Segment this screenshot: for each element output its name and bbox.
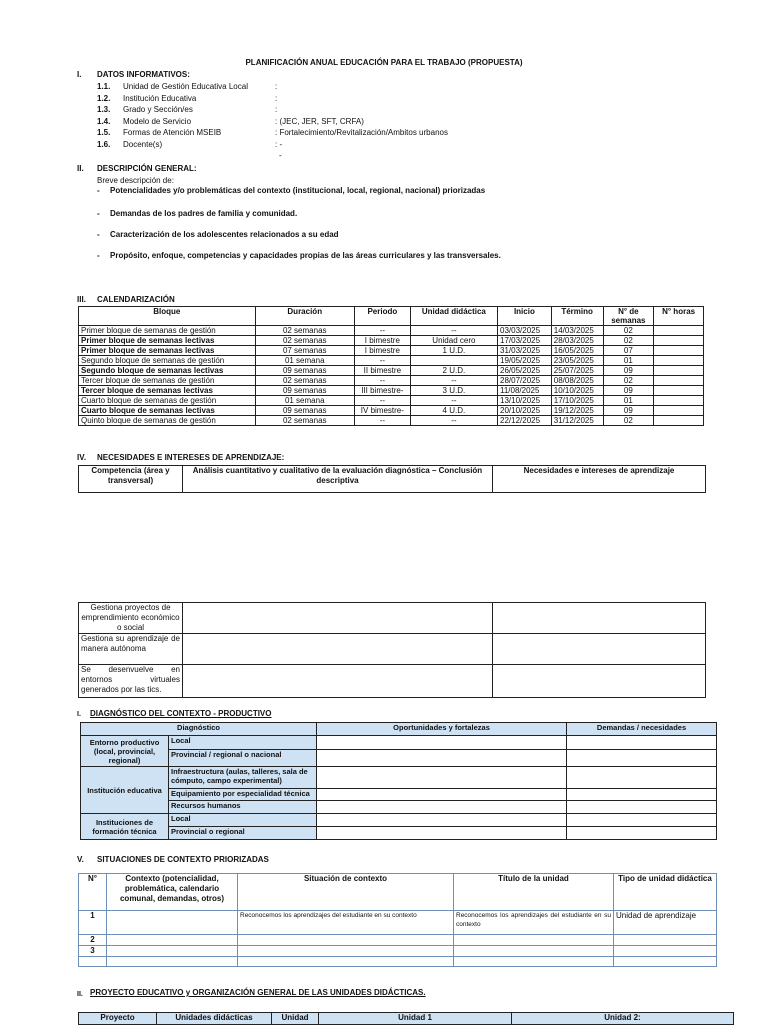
calendar-cell-unidad: -- <box>410 416 497 426</box>
competencia-cell: Gestiona proyectos de emprendimiento económico o social <box>79 603 183 634</box>
calendar-cell-duracion: 09 semanas <box>255 386 354 396</box>
proj-header-proyecto: Proyecto <box>79 1013 157 1025</box>
diagnostico-group-label: Institución educativa <box>81 767 169 814</box>
calendar-cell-inicio: 19/05/2025 <box>498 356 552 366</box>
situaciones-cell-n: 2 <box>79 935 107 946</box>
calendar-cell-unidad: -- <box>410 376 497 386</box>
section3-heading: CALENDARIZACIÓN <box>97 295 175 304</box>
needs-header-competencia: Competencia (área y transversal) <box>79 466 183 493</box>
competencia-cell: Se desenvuelve en entornos virtuales generados por las tics. <box>79 665 183 698</box>
proyecto-table <box>78 1012 734 1025</box>
situaciones-table <box>78 873 717 967</box>
demandas-cell <box>567 750 717 767</box>
calendar-cell-unidad <box>410 356 497 366</box>
calendar-cell-termino: 10/10/2025 <box>551 386 603 396</box>
calendar-cell-termino: 28/03/2025 <box>551 336 603 346</box>
situaciones-row <box>79 935 717 946</box>
diagnostico-row <box>81 750 717 767</box>
situaciones-cell-titulo: Reconocemos los aprendizajes del estudiante en su contexto <box>454 911 614 935</box>
diagnostico-table <box>80 722 717 840</box>
situaciones-cell-titulo <box>454 935 614 946</box>
calendar-row <box>79 326 704 336</box>
calendar-cell-horas <box>654 356 704 366</box>
item-number: 1.6. <box>97 139 111 149</box>
calendar-cell-duracion: 02 semanas <box>255 376 354 386</box>
situaciones-cell-contexto <box>107 911 238 935</box>
calendar-cell-duracion: 02 semanas <box>255 326 354 336</box>
demandas-cell <box>567 767 717 789</box>
demandas-cell <box>567 801 717 814</box>
calendar-cell-termino: 31/12/2025 <box>551 416 603 426</box>
calendar-cell-semanas: 01 <box>603 396 654 406</box>
diag-header-diagnostico: Diagnóstico <box>81 723 317 736</box>
calendar-header-cell: Unidad didáctica <box>410 307 497 326</box>
situaciones-cell-n: 3 <box>79 946 107 957</box>
calendar-row <box>79 396 704 406</box>
item-number: 1.3. <box>97 105 111 114</box>
diag-header-oportunidades: Oportunidades y fortalezas <box>317 723 567 736</box>
calendar-header-cell: Bloque <box>79 307 256 326</box>
calendar-cell-duracion: 09 semanas <box>255 406 354 416</box>
calendar-row <box>79 366 704 376</box>
item-value: : - <box>275 139 283 149</box>
diagnostico-sub-label: Recursos humanos <box>169 801 317 814</box>
necesidades-cell <box>493 603 706 634</box>
calendar-cell-semanas: 02 <box>603 376 654 386</box>
section1-number: I. <box>77 70 82 79</box>
calendar-row <box>79 336 704 346</box>
calendar-cell-duracion: 02 semanas <box>255 416 354 426</box>
oportunidades-cell <box>317 801 567 814</box>
calendar-cell-inicio: 11/08/2025 <box>498 386 552 396</box>
oportunidades-cell <box>317 736 567 750</box>
calendar-row <box>79 376 704 386</box>
calendar-header-cell: Duración <box>255 307 354 326</box>
calendar-cell-semanas: 02 <box>603 416 654 426</box>
item-number: 1.4. <box>97 116 111 126</box>
calendar-cell-semanas: 02 <box>603 336 654 346</box>
necesidades-cell <box>493 665 706 698</box>
diagnostico-row <box>81 767 717 789</box>
diagnostico-row <box>81 789 717 801</box>
diagnostico-sub-label: Provincial o regional <box>169 827 317 840</box>
calendar-cell-horas <box>654 416 704 426</box>
item-label: Grado y Sección/es <box>123 105 193 114</box>
calendar-header-cell: Periodo <box>354 307 410 326</box>
calendar-cell-duracion: 01 semana <box>255 356 354 366</box>
demandas-cell <box>567 827 717 840</box>
calendar-cell-termino: 17/10/2025 <box>551 396 603 406</box>
calendar-header-cell: Inicio <box>498 307 552 326</box>
calendar-cell-duracion: 01 semana <box>255 396 354 406</box>
bullet-text: Potencialidades y/o problemáticas del contexto (institucional, local, regional, nacional) priorizadas <box>110 186 486 195</box>
situaciones-cell-n: 1 <box>79 911 107 935</box>
situaciones-row <box>79 946 717 957</box>
item-number: 1.2. <box>97 93 111 103</box>
calendar-cell-periodo: I bimestre <box>354 336 410 346</box>
situaciones-header-cell: Contexto (potencialidad, problemática, calendario comunal, demandas, otros) <box>107 874 238 911</box>
calendar-cell-duracion: 09 semanas <box>255 366 354 376</box>
calendar-cell-periodo: -- <box>354 396 410 406</box>
calendar-cell-horas <box>654 396 704 406</box>
calendar-cell-horas <box>654 366 704 376</box>
item-label: Docente(s) <box>123 139 163 149</box>
bullet-dash: - <box>97 186 100 195</box>
bullet-dash: - <box>97 230 100 239</box>
calendar-cell-semanas: 01 <box>603 356 654 366</box>
calendar-cell-horas <box>654 386 704 396</box>
calendar-cell-inicio: 13/10/2025 <box>498 396 552 406</box>
item-label: Formas de Atención MSEIB <box>123 128 222 137</box>
item-number: 1.5. <box>97 128 111 137</box>
proj-header-unidad2: Unidad 2: <box>512 1013 734 1025</box>
item-value: : <box>275 93 278 103</box>
competencia-cell: Gestiona su aprendizaje de manera autónoma <box>79 634 183 665</box>
item-label: Institución Educativa <box>123 93 197 103</box>
calendar-cell-inicio: 28/07/2025 <box>498 376 552 386</box>
analisis-cell <box>183 634 493 665</box>
calendar-cell-bloque: Tercer bloque de semanas lectivas <box>79 386 256 396</box>
proj-header-unidad: Unidad <box>272 1013 319 1025</box>
calendar-cell-semanas: 02 <box>603 326 654 336</box>
calendar-cell-periodo: -- <box>354 326 410 336</box>
oportunidades-cell <box>317 750 567 767</box>
diagnostico-sub-label: Equipamiento por especialidad técnica <box>169 789 317 801</box>
necesidades-cell <box>493 634 706 665</box>
oportunidades-cell <box>317 814 567 827</box>
situaciones-cell-n <box>79 957 107 967</box>
situaciones-header-cell: Título de la unidad <box>454 874 614 911</box>
situaciones-row <box>79 911 717 935</box>
item-value: : (JEC, JER, SFT, CRFA) <box>275 116 364 126</box>
calendar-cell-bloque: Segundo bloque de semanas lectivas <box>79 366 256 376</box>
oportunidades-cell <box>317 827 567 840</box>
calendar-header-cell: Término <box>551 307 603 326</box>
bullet-dash: - <box>97 209 100 218</box>
diagnostico-sub-label: Provincial / regional o nacional <box>169 750 317 767</box>
calendar-cell-horas <box>654 336 704 346</box>
calendar-header-row <box>79 307 704 326</box>
bullet-text: Propósito, enfoque, competencias y capacidades propias de las áreas curriculares y las transversales. <box>110 251 501 260</box>
section7-number: II. <box>77 991 83 998</box>
calendar-cell-periodo: I bimestre <box>354 346 410 356</box>
diagnostico-sub-label: Local <box>169 736 317 750</box>
calendar-cell-periodo: -- <box>354 356 410 366</box>
calendar-cell-termino: 14/03/2025 <box>551 326 603 336</box>
section6-heading: SITUACIONES DE CONTEXTO PRIORIZADAS <box>97 855 269 864</box>
section2-number: II. <box>77 164 84 173</box>
section5-number: I. <box>77 711 81 718</box>
calendar-cell-bloque: Primer bloque de semanas lectivas <box>79 346 256 356</box>
calendar-cell-termino: 23/05/2025 <box>551 356 603 366</box>
calendar-row <box>79 386 704 396</box>
calendar-header-cell: N° horas <box>654 307 704 326</box>
calendar-row <box>79 416 704 426</box>
calendar-cell-semanas: 07 <box>603 346 654 356</box>
item-label: Modelo de Servicio <box>123 116 192 126</box>
calendar-cell-bloque: Cuarto bloque de semanas de gestión <box>79 396 256 406</box>
diagnostico-row <box>81 736 717 750</box>
situaciones-cell-contexto <box>107 957 238 967</box>
calendar-cell-horas <box>654 406 704 416</box>
calendar-cell-unidad: 2 U.D. <box>410 366 497 376</box>
calendar-cell-duracion: 07 semanas <box>255 346 354 356</box>
diagnostico-row <box>81 827 717 840</box>
calendar-cell-inicio: 20/10/2025 <box>498 406 552 416</box>
situaciones-cell-titulo <box>454 946 614 957</box>
calendar-cell-periodo: II bimestre <box>354 366 410 376</box>
calendar-cell-semanas: 09 <box>603 406 654 416</box>
calendar-cell-unidad: 1 U.D. <box>410 346 497 356</box>
calendar-cell-unidad: Unidad cero <box>410 336 497 346</box>
document-title: PLANIFICACIÓN ANUAL EDUCACIÓN PARA EL TRABAJO (PROPUESTA) <box>245 58 523 67</box>
needs-header-analisis: Análisis cuantitativo y cualitativo de la evaluación diagnóstica – Conclusión descriptiva <box>183 466 493 493</box>
calendar-cell-duracion: 02 semanas <box>255 336 354 346</box>
needs-header-necesidades: Necesidades e intereses de aprendizaje <box>493 466 706 493</box>
section1-extra-dash: - <box>279 151 282 160</box>
analisis-cell <box>183 665 493 698</box>
calendar-cell-unidad: 3 U.D. <box>410 386 497 396</box>
calendar-cell-periodo: III bimestre- <box>354 386 410 396</box>
section1-heading: DATOS INFORMATIVOS: <box>97 70 190 79</box>
situaciones-cell-contexto <box>107 946 238 957</box>
calendar-cell-periodo: -- <box>354 416 410 426</box>
calendar-cell-termino: 25/07/2025 <box>551 366 603 376</box>
proj-header-unidad1: Unidad 1 <box>319 1013 512 1025</box>
calendar-cell-semanas: 09 <box>603 386 654 396</box>
calendar-row <box>79 346 704 356</box>
section2-heading: DESCRIPCIÓN GENERAL: <box>97 164 197 173</box>
oportunidades-cell <box>317 767 567 789</box>
section2-intro: Breve descripción de: <box>97 176 174 185</box>
item-number: 1.1. <box>97 82 111 91</box>
situaciones-cell-situacion: Reconocemos los aprendizajes del estudiante en su contexto <box>238 911 454 935</box>
diagnostico-row <box>81 814 717 827</box>
analisis-cell <box>183 603 493 634</box>
calendar-cell-horas <box>654 376 704 386</box>
demandas-cell <box>567 736 717 750</box>
calendar-cell-horas <box>654 346 704 356</box>
calendar-cell-bloque: Tercer bloque de semanas de gestión <box>79 376 256 386</box>
calendar-cell-termino: 16/05/2025 <box>551 346 603 356</box>
bullet-dash: - <box>97 251 100 260</box>
calendar-cell-bloque: Segundo bloque de semanas de gestión <box>79 356 256 366</box>
calendar-cell-inicio: 31/03/2025 <box>498 346 552 356</box>
demandas-cell <box>567 789 717 801</box>
calendar-cell-semanas: 09 <box>603 366 654 376</box>
item-value: : Fortalecimiento/Revitalización/Ambitos urbanos <box>275 128 448 137</box>
bullet-text: Demandas de los padres de familia y comunidad. <box>110 209 298 218</box>
calendar-table <box>78 306 704 426</box>
situaciones-cell-tipo <box>614 946 717 957</box>
calendar-cell-termino: 19/12/2025 <box>551 406 603 416</box>
calendar-cell-unidad: 4 U.D. <box>410 406 497 416</box>
situaciones-cell-titulo <box>454 957 614 967</box>
situaciones-cell-situacion <box>238 957 454 967</box>
diagnostico-sub-label: Local <box>169 814 317 827</box>
situaciones-row <box>79 957 717 967</box>
diag-header-demandas: Demandas / necesidades <box>567 723 717 736</box>
needs-competencias-table <box>78 602 706 698</box>
section3-number: III. <box>77 295 86 304</box>
situaciones-cell-tipo <box>614 935 717 946</box>
calendar-cell-horas <box>654 326 704 336</box>
situaciones-header-cell: Situación de contexto <box>238 874 454 911</box>
calendar-row <box>79 406 704 416</box>
situaciones-cell-situacion <box>238 946 454 957</box>
calendar-cell-unidad: -- <box>410 396 497 406</box>
calendar-cell-periodo: IV bimestre- <box>354 406 410 416</box>
calendar-cell-bloque: Cuarto bloque de semanas lectivas <box>79 406 256 416</box>
calendar-cell-inicio: 17/03/2025 <box>498 336 552 346</box>
item-label: Unidad de Gestión Educativa Local <box>123 82 248 91</box>
proj-header-unidades: Unidades didácticas <box>157 1013 272 1025</box>
bullet-text: Caracterización de los adolescentes relacionados a su edad <box>110 230 339 239</box>
calendar-cell-unidad: -- <box>410 326 497 336</box>
item-value: : <box>275 105 278 114</box>
section5-heading: DIAGNÓSTICO DEL CONTEXTO - PRODUCTIVO <box>90 709 272 718</box>
situaciones-header-cell: N° <box>79 874 107 911</box>
calendar-row <box>79 356 704 366</box>
calendar-cell-bloque: Primer bloque de semanas de gestión <box>79 326 256 336</box>
situaciones-cell-tipo <box>614 957 717 967</box>
diagnostico-group-label: Instituciones de formación técnica <box>81 814 169 840</box>
situaciones-header-row <box>79 874 717 911</box>
diagnostico-row <box>81 801 717 814</box>
section6-number: V. <box>77 855 84 864</box>
diagnostico-group-label: Entorno productivo (local, provincial, regional) <box>81 736 169 767</box>
needs-header-table <box>78 465 706 493</box>
situaciones-cell-tipo: Unidad de aprendizaje <box>614 911 717 935</box>
oportunidades-cell <box>317 789 567 801</box>
calendar-header-cell: N° de semanas <box>603 307 654 326</box>
calendar-cell-bloque: Primer bloque de semanas lectivas <box>79 336 256 346</box>
calendar-cell-inicio: 03/03/2025 <box>498 326 552 336</box>
calendar-cell-inicio: 22/12/2025 <box>498 416 552 426</box>
item-value: : <box>275 82 278 91</box>
calendar-cell-inicio: 26/05/2025 <box>498 366 552 376</box>
situaciones-header-cell: Tipo de unidad didáctica <box>614 874 717 911</box>
section7-heading: PROYECTO EDUCATIVO y ORGANIZACIÓN GENERAL DE LAS UNIDADES DIDÁCTICAS. <box>90 988 426 997</box>
demandas-cell <box>567 814 717 827</box>
section4-number: IV. <box>77 453 87 462</box>
calendar-cell-periodo: -- <box>354 376 410 386</box>
calendar-cell-bloque: Quinto bloque de semanas de gestión <box>79 416 256 426</box>
situaciones-cell-contexto <box>107 935 238 946</box>
section4-heading: NECESIDADES E INTERESES DE APRENDIZAJE: <box>97 453 285 462</box>
situaciones-cell-situacion <box>238 935 454 946</box>
diagnostico-sub-label: Infraestructura (aulas, talleres, sala de cómputo, campo experimental) <box>169 767 317 789</box>
calendar-cell-termino: 08/08/2025 <box>551 376 603 386</box>
